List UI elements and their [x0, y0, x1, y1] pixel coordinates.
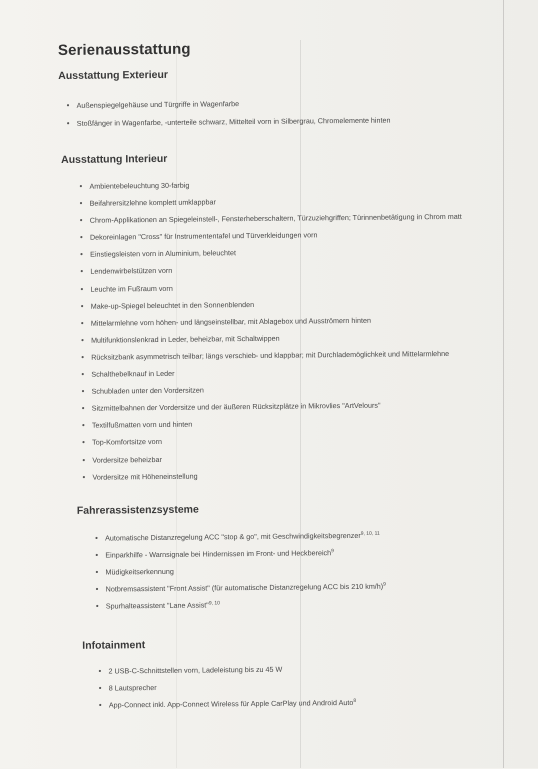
list-item: • Dekoreinlagen "Cross" für Instrumententafel und Türverkleidungen vorn	[80, 229, 475, 243]
section-heading-exterieur: Ausstattung Exterieur	[58, 68, 169, 83]
footnote-marker: 9	[331, 548, 334, 555]
list-item: • Mittelarmlehne vorn höhen- und längseinstellbar, mit Ablagebox und Ausströmern hinten	[81, 314, 476, 328]
list-item: • Beifahrersitzlehne komplett umklappbar	[80, 195, 475, 209]
list-item: • Stoßfänger in Wagenfarbe, -unterteile schwarz, Mittelteil vorn in Silbergrau, Chromelemente hinten	[67, 114, 467, 128]
list-item: • 8 Lautsprecher	[99, 680, 479, 693]
list-item: • Chrom-Applikationen an Spiegeleinstell-, Fensterheberschaltern, Türzuziehgriffen; Türinnenbetätigung in Chrom matt	[80, 212, 475, 226]
list-item: • Sitzmittelbahnen der Vordersitze und der äußeren Rücksitzplätze in Mikrovlies "ArtVelours"	[82, 400, 477, 414]
list-item: • Müdigkeitserkennung	[95, 564, 475, 577]
section-heading-infotainment: Infotainment	[82, 639, 146, 652]
footnote-marker: 8	[353, 697, 357, 704]
list-item: • Multifunktionslenkrad in Leder, beheizbar, mit Schaltwippen	[81, 332, 476, 346]
list-item: • Lendenwirbelstützen vorn	[80, 263, 475, 277]
section-heading-fahrerassistenz: Fahrerassistenzsysteme	[76, 503, 199, 517]
list-item: • Vordersitze beheizbar	[82, 451, 477, 465]
list-item: • Notbremsassistent "Front Assist" (für automatische Distanzregelung ACC bis 210 km/h)$^9$	[96, 581, 476, 594]
list-item: • Einparkhilfe - Warnsignale bei Hindernissen im Front- und Heckbereich$^9$	[95, 547, 475, 560]
list-exterieur	[67, 97, 467, 128]
list-item: • Vordersitze mit Höheneinstellung	[82, 468, 477, 482]
list-item: • Spurhalteassistent "Lane Assist"$^{9, 10}$	[96, 598, 476, 611]
list-interieur	[79, 178, 477, 490]
list-fahrerassistenz	[95, 530, 476, 619]
list-item: • Automatische Distanzregelung ACC "stop & go", mit Geschwindigkeitsbegrenzer$^{9, 10, 11}$	[95, 530, 475, 543]
list-item: • Rücksitzbank asymmetrisch teilbar; längs verschieb- und klappbar; mit Durchlademöglichkeit und Mittelarmlehne	[81, 349, 476, 363]
list-item: • Top-Komfortsitze vorn	[82, 434, 477, 448]
footnote-marker: 9	[383, 581, 386, 588]
list-item: • Schalthebelknauf in Leder	[81, 366, 476, 380]
list-item: • App-Connect inkl. App-Connect Wireless für Apple CarPlay und Android Auto$^8$	[99, 697, 479, 710]
list-infotainment	[98, 663, 479, 718]
footnote-marker: 9, 10, 11	[360, 530, 380, 537]
page-title: Serienausstattung	[57, 40, 191, 60]
list-item: • Textilfußmatten vorn und hinten	[82, 417, 477, 431]
list-item: • Schubladen unter den Vordersitzen	[82, 383, 477, 397]
list-item: • Einstiegsleisten vorn in Aluminium, beleuchtet	[80, 246, 475, 260]
footnote-marker: 9, 10	[208, 600, 220, 607]
list-item: • Ambientebeleuchtung 30-farbig	[79, 178, 474, 192]
list-item: • Außenspiegelgehäuse und Türgriffe in Wagenfarbe	[67, 97, 467, 111]
list-item: • Leuchte im Fußraum vorn	[80, 280, 475, 294]
section-heading-interieur: Ausstattung Interieur	[61, 152, 168, 166]
list-item: • Make-up-Spiegel beleuchtet in den Sonnenblenden	[81, 297, 476, 311]
list-item: • 2 USB-C-Schnittstellen vorn, Ladeleistung bis zu 45 W	[98, 663, 478, 676]
